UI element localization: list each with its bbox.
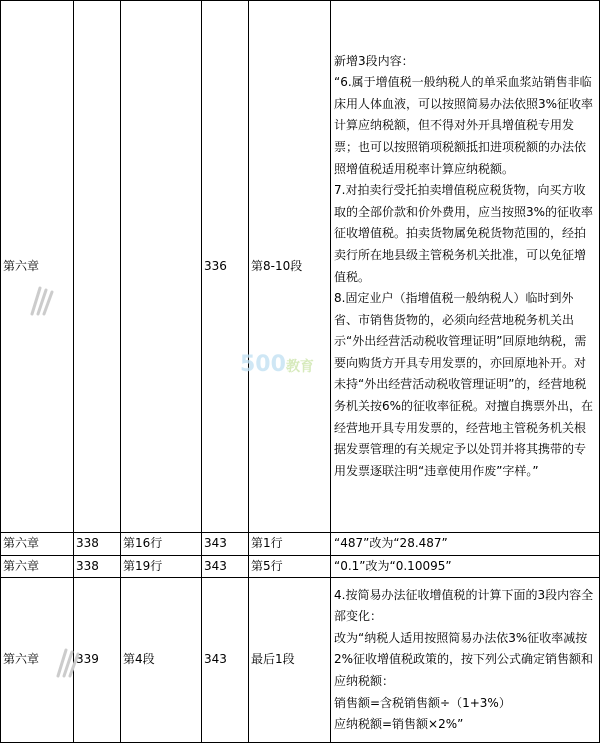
new-position-cell: 第5行 (249, 555, 331, 578)
old-page-cell: 338 (74, 555, 121, 578)
change-content-cell (331, 1, 600, 533)
new-position-cell: 最后1段 (249, 578, 331, 743)
old-position-cell: 第4段 (121, 578, 202, 743)
table-row (1, 1, 600, 533)
content-line: 7.对拍卖行受托拍卖增值税应税货物，向买方收取的全部价款和价外费用，应当按照3%的征收率征收增值税。拍卖货物属免税货物范围的，经拍卖行所在地县级主管税务机关批准，可以免征增值税。 (334, 183, 594, 284)
table-row (1, 578, 600, 743)
chapter-cell: 第六章 (1, 1, 74, 533)
new-page-cell: 343 (202, 555, 249, 578)
content-line: 应纳税额=销售额×2%” (334, 717, 464, 732)
content-line: 销售额=含税销售额÷（1+3%） (334, 695, 511, 710)
change-content-cell (331, 555, 600, 578)
old-page-cell: 338 (74, 533, 121, 556)
old-page-cell (74, 1, 121, 533)
new-position-cell: 第1行 (249, 533, 331, 556)
watermark-brand-text: 教育 (285, 359, 314, 375)
new-page-cell: 343 (202, 578, 249, 743)
old-position-cell: 第19行 (121, 555, 202, 578)
change-content-cell (331, 533, 600, 556)
content-line: 4.按简易办法征收增值税的计算下面的3段内容全部变化： (334, 587, 594, 624)
content-line: 新增3段内容： (334, 53, 414, 68)
old-page-cell: 339 (74, 578, 121, 743)
old-position-cell: 第16行 (121, 533, 202, 556)
new-page-cell: 343 (202, 533, 249, 556)
content-line: “487”改为“28.487” (334, 536, 448, 550)
table-row (1, 555, 600, 578)
table-row (1, 533, 600, 556)
new-page-cell: 336 (202, 1, 249, 533)
watermark-brand-number: 500 (240, 352, 286, 377)
content-line: “6.属于增值税一般纳税人的单采血浆站销售非临床用人体血液，可以按照简易办法依照3%征收率计算应纳税额，但不得对外开具增值税专用发票；也可以按照销项税额抵扣进项税额的办法依照增值税适用税率计算应纳税额。 (334, 75, 594, 176)
chapter-cell: 第六章 (1, 555, 74, 578)
chapter-cell: 第六章 (1, 533, 74, 556)
chapter-cell: 第六章 (1, 578, 74, 743)
content-line: “0.1”改为“0.10095” (334, 558, 452, 573)
content-line: 8.固定业户（指增值税一般纳税人）临时到外省、市销售货物的，必须向经营地税务机关出示“外出经营活动税收管理证明”回原地纳税，需要向购货方开具专用发票的，亦回原地补开。对未持“外出经营活动税收管理证明”的，经营地税务机关按6%的征收率征税。对擅自携票外出，在经营地开具专用发票的，经营地主管税务机关根据发票管理的有关规定予以处罚并将其携带的专用发票逐联注明“违章使用作废”字样。” (334, 291, 594, 478)
change-content-cell (331, 578, 600, 743)
content-line: 改为“纳税人适用按照简易办法依3%征收率减按2%征收增值税政策的，按下列公式确定销售额和应纳税额： (334, 630, 594, 688)
new-position-cell: 第8-10段 (249, 1, 331, 533)
old-position-cell (121, 1, 202, 533)
